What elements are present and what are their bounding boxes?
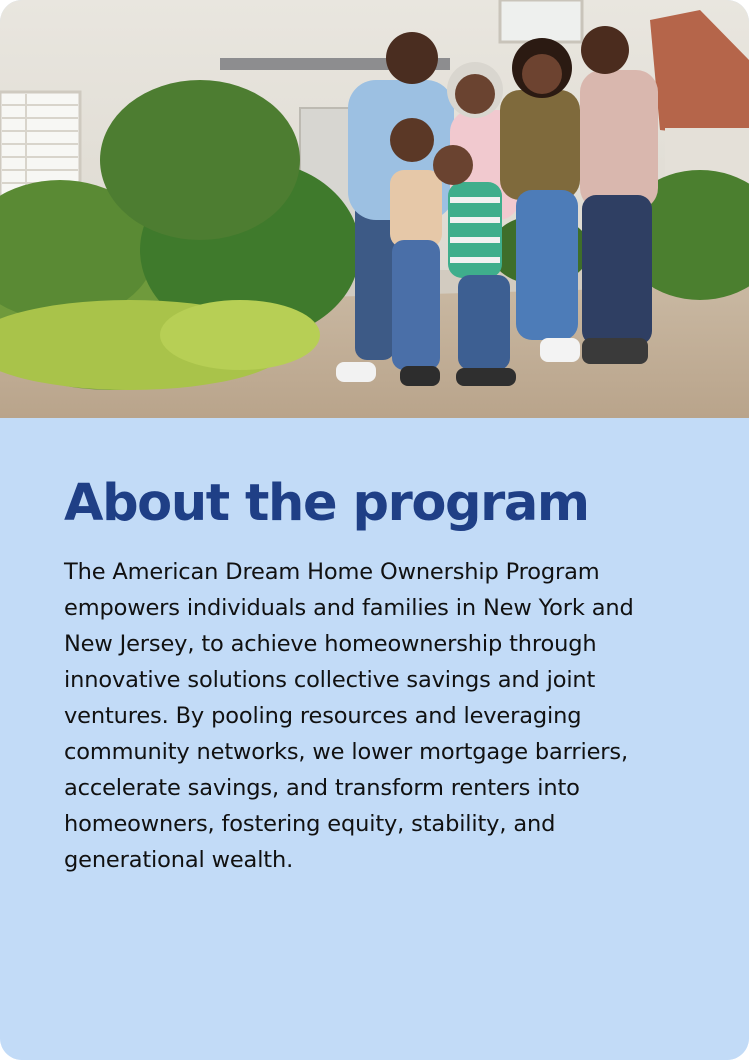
section-description: The American Dream Home Ownership Program empowers individuals and families in New York and New Jersey, to achieve homeownership through innovative solutions collective savings and joint ventures. By pooling resources and leveraging community networks, we lower mortgage barriers, accelerate savings, and transform renters into homeowners, fostering equity, stability, and generational wealth. (64, 559, 634, 873)
section-heading: About the program (64, 474, 589, 533)
family-house-photo (0, 0, 749, 418)
program-info-section (0, 418, 749, 1060)
